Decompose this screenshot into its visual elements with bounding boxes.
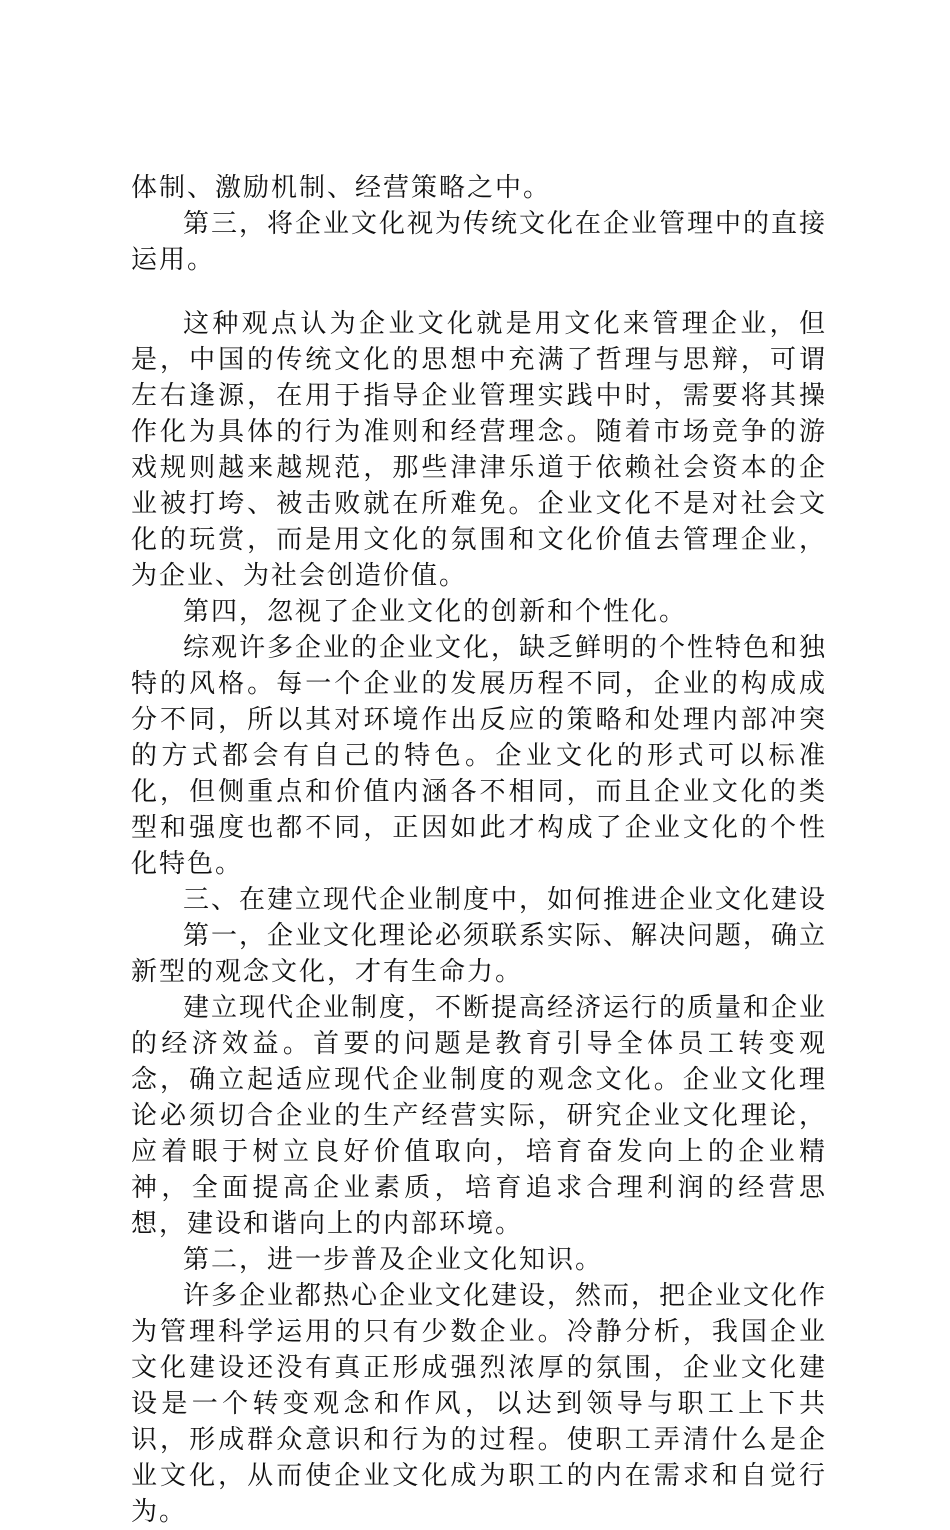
paragraph-point-four: 第四，忽视了企业文化的创新和个性化。 (183, 597, 688, 627)
paragraph-popularize: 许多企业都热心企业文化建设，然而，把企业文化作为管理科学运用的只有少数企业。冷静分析，我国企业文化建设还没有真正形成强烈浓厚的氛围，企业文化建设是一个转变观念和作风，以达到领导与职工上下共识，形成群众意识和行为的过程。使职工弄清什么是企业文化，从而使企业文化成为职工的内在需求和自觉行为。 (131, 1281, 828, 1527)
paragraph-point-one: 第一，企业文化理论必须联系实际、解决问题，确立新型的观念文化，才有生命力。 (131, 921, 828, 987)
paragraph-traditional-culture: 这种观点认为企业文化就是用文化来管理企业，但是，中国的传统文化的思想中充满了哲理与思辩，可谓左右逢源，在用于指导企业管理实践中时，需要将其操作化为具体的行为准则和经营理念。随着市场竞争的游戏规则越来越规范，那些津津乐道于依赖社会资本的企业被打垮、被击败就在所难免。企业文化不是对社会文化的玩赏，而是用文化的氛围和文化价值去管理企业，为企业、为社会创造价值。 (131, 309, 827, 591)
paragraph-modern-enterprise: 建立现代企业制度，不断提高经济运行的质量和企业的经济效益。首要的问题是教育引导全体员工转变观念，确立起适应现代企业制度的观念文化。企业文化理论必须切合企业的生产经营实际，研究企业文化理论，应着眼于树立良好价值取向，培育奋发向上的企业精神，全面提高企业素质，培育追求合理利润的经营思想，建设和谐向上的内部环境。 (131, 993, 828, 1239)
paragraph-point-three: 第三，将企业文化视为传统文化在企业管理中的直接运用。 (131, 209, 828, 275)
section-heading-three: 三、在建立现代企业制度中，如何推进企业文化建设 (183, 885, 828, 915)
paragraph-individuality: 综观许多企业的企业文化，缺乏鲜明的个性特色和独特的风格。每一个企业的发展历程不同，企业的构成成分不同，所以其对环境作出反应的策略和处理内部冲突的方式都会有自己的特色。企业文化的形式可以标准化，但侧重点和价值内涵各不相同，而且企业文化的类型和强度也都不同，正因如此才构成了企业文化的个性化特色。 (131, 633, 828, 879)
paragraph-continuation: 体制、激励机制、经营策略之中。 (131, 173, 552, 203)
document-body (131, 170, 827, 1530)
paragraph-point-two: 第二，进一步普及企业文化知识。 (183, 1245, 604, 1275)
paragraph-gap (131, 278, 827, 306)
